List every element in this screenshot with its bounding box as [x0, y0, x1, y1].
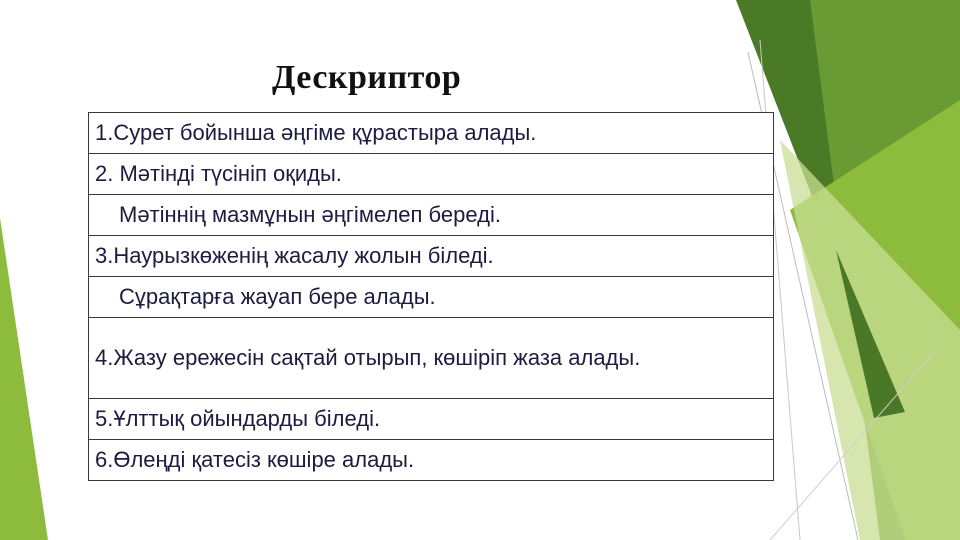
descriptor-cell: Сұрақтарға жауап бере алады.	[89, 277, 774, 318]
table-row	[89, 399, 774, 440]
table-row	[89, 154, 774, 195]
left-green-triangle	[0, 218, 48, 540]
table-row	[89, 440, 774, 481]
descriptor-cell: 1.Сурет бойынша әңгіме құрастыра алады.	[89, 113, 774, 154]
table-row	[89, 113, 774, 154]
slide-title: Дескриптор	[272, 59, 462, 96]
descriptor-cell: 6.Өлеңді қатесіз көшіре алады.	[89, 440, 774, 481]
table-row	[89, 236, 774, 277]
table-row	[89, 318, 774, 399]
descriptor-cell: Мәтіннің мазмұнын әңгімелеп береді.	[89, 195, 774, 236]
descriptor-cell: 5.Ұлттық ойындарды біледі.	[89, 399, 774, 440]
descriptor-table	[88, 112, 774, 481]
descriptor-cell: 2. Мәтінді түсініп оқиды.	[89, 154, 774, 195]
table-row	[89, 277, 774, 318]
descriptor-cell: 3.Наурызкөженің жасалу жолын біледі.	[89, 236, 774, 277]
table-row	[89, 195, 774, 236]
descriptor-cell: 4.Жазу ережесін сақтай отырып, көшіріп жаза алады.	[89, 318, 774, 399]
